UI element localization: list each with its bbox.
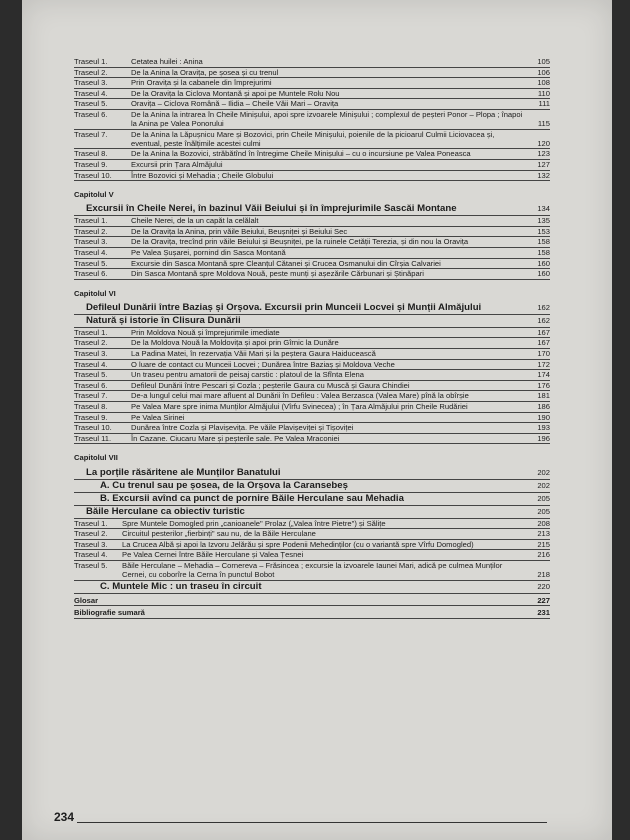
entry-rule: [74, 279, 550, 280]
route-label: Traseul 3.: [74, 539, 108, 549]
route-title: Prin Moldova Nouă și împrejurimile imediate: [131, 327, 280, 337]
route-title: Un traseu pentru amatorii de peisaj carstic : platoul de la Sfînta Elena: [131, 370, 365, 380]
route-title: De la Oravița, trecînd prin văile Beiului și Beușniței, pe la ruinele Cetății Terezia, și din nou la Oravița: [131, 237, 469, 247]
route-label: Traseul 2.: [74, 338, 108, 348]
toc-entry: [74, 110, 550, 128]
toc-entry: [74, 561, 550, 579]
toc-entry: [74, 360, 550, 369]
page-ref: 134: [537, 204, 550, 214]
route-title: De la Oravița la Anina, prin văile Beiului, Beușniței și Beiului Sec: [131, 226, 348, 236]
heading-text: Băile Herculane ca obiectiv turistic: [86, 505, 245, 517]
section-subheading: [74, 581, 550, 593]
toc-entry: [74, 216, 550, 225]
toc-entry: [74, 269, 550, 278]
page-ref: 153: [537, 226, 550, 236]
route-title: Pe Valea Mare spre inima Munților Almăjului (Vîrfu Svinecea) ; în Țara Almăjului prin Cheile Rudăriei: [131, 402, 468, 412]
page-ref: 162: [537, 302, 550, 312]
route-title: De la Anina la Oravița, pe șosea și cu trenul: [131, 67, 279, 77]
section-heading: [74, 467, 550, 479]
toc-entry: [74, 423, 550, 432]
route-title: De-a lungul celui mai mare afluent al Dunării în Defileu : Valea Berzasca (Valea Mare) pînă la obîrșie: [131, 391, 469, 401]
route-title: Cetatea huilei : Anina: [131, 57, 203, 66]
route-title: În Cazane. Ciucaru Mare și peșterile sale. Pe Valea Mraconiei: [131, 433, 340, 443]
table-of-contents: [74, 57, 550, 619]
route-title: Spre Muntele Domogled prin „canioanele" Prolaz („Valea între Pietre") și Sălițe: [122, 518, 386, 528]
section-subheading: [74, 493, 550, 505]
route-label: Traseul 10.: [74, 170, 112, 180]
backmatter-title: Glosar: [74, 595, 99, 605]
page-ref: 231: [537, 608, 550, 618]
page-ref: 190: [537, 412, 550, 422]
route-label: Traseul 3.: [74, 349, 108, 359]
heading-text: Defileul Dunării între Baziaș și Orșova. Excursii prin Munceii Locvei și Munții Almăjului: [86, 301, 482, 313]
page-ref: 127: [537, 159, 550, 169]
page-ref: 227: [537, 595, 550, 605]
page-ref: 111: [538, 99, 550, 109]
route-title: De la Anina la Bozovici, străbătînd în întregime Cheile Minișului – cu o incursiune pe Valea Poneasca: [131, 149, 471, 159]
heading-text: C. Muntele Mic : un traseu în circuit: [100, 580, 262, 592]
route-label: Traseul 9.: [74, 412, 108, 422]
route-label: Traseul 2.: [74, 67, 108, 77]
route-title: O luare de contact cu Munceii Locvei ; Dunărea între Baziaș și Moldova Veche: [131, 359, 395, 369]
page-ref: 174: [537, 370, 550, 380]
route-title: Circuitul pesterilor „fierbinți" sau nu, de la Băile Herculane: [122, 529, 316, 539]
page-ref: 172: [537, 359, 550, 369]
route-title: Între Bozovici și Mehadia ; Cheile Globului: [131, 170, 274, 180]
page-ref: 115: [537, 119, 550, 129]
page-ref: 120: [537, 138, 550, 148]
page-ref: 215: [537, 539, 550, 549]
section-heading: [74, 302, 550, 314]
route-title: De la Moldova Nouă la Moldovița și apoi prin Gîrnic la Dunăre: [131, 338, 339, 348]
page-ref: 105: [537, 57, 550, 66]
page-ref: 208: [537, 518, 550, 528]
route-label: Traseul 5.: [74, 258, 108, 268]
route-label: Traseul 9.: [74, 159, 108, 169]
section-heading: [74, 315, 550, 327]
page-ref: 186: [537, 402, 550, 412]
route-label: Traseul 6.: [74, 109, 108, 119]
route-label: Traseul 4.: [74, 88, 108, 98]
toc-entry: [74, 149, 550, 158]
toc-entry: [74, 171, 550, 180]
route-label: Traseul 5.: [74, 560, 108, 570]
route-label: Traseul 8.: [74, 149, 108, 159]
route-label: Traseul 6.: [74, 380, 108, 390]
entry-rule: [74, 180, 550, 181]
route-title: De la Oravița la Ciclova Montană și apoi pe Muntele Rolu Nou: [131, 88, 340, 98]
route-title: De la Anina la intrarea în Cheile Minișului, apoi spre izvoarele Minișului ; complexul de peșteri Ponor – Plopa ; înapoi la Anina pe Valea Ponorului: [131, 109, 523, 129]
section-heading: [74, 203, 550, 215]
page-ref: 167: [537, 338, 550, 348]
entry-rule: [74, 618, 550, 619]
page-ref: 106: [537, 67, 550, 77]
page-ref: 162: [537, 315, 550, 325]
toc-entry: [74, 89, 550, 98]
toc-entry: [74, 391, 550, 400]
toc-entry: [74, 248, 550, 257]
route-label: Traseul 5.: [74, 370, 108, 380]
route-label: Traseul 5.: [74, 99, 108, 109]
route-label: Traseul 1.: [74, 518, 108, 528]
toc-entry: [74, 68, 550, 77]
page-ref: 196: [537, 433, 550, 443]
page-ref: 167: [537, 327, 550, 337]
route-title: Cheile Nerei, de la un capăt la celălalt: [131, 216, 259, 226]
heading-text: La porțile răsăritene ale Munților Banatului: [86, 466, 281, 478]
page-ref: 181: [537, 391, 550, 401]
toc-entry: [74, 370, 550, 379]
page-ref: 158: [537, 237, 550, 247]
toc-backmatter: [74, 608, 550, 617]
chapter-title: Capitolul VI: [74, 288, 116, 298]
route-title: Din Sasca Montană spre Moldova Nouă, peste munți și așezările Cărbunari și Știnăpari: [131, 269, 424, 279]
route-title: Pe Valea Șușarei, pornind din Sasca Montană: [131, 248, 286, 257]
route-label: Traseul 4.: [74, 248, 108, 257]
toc-entry: [74, 434, 550, 443]
page-ref: 160: [537, 269, 550, 279]
toc-entry: [74, 550, 550, 559]
route-label: Traseul 10.: [74, 423, 112, 433]
route-label: Traseul 2.: [74, 226, 108, 236]
toc-entry: [74, 99, 550, 108]
backmatter-title: Bibliografie sumară: [74, 608, 145, 618]
page-ref: 132: [537, 170, 550, 180]
chapter-title: Capitolul V: [74, 190, 114, 200]
route-label: Traseul 11.: [74, 433, 112, 443]
route-label: Traseul 3.: [74, 78, 108, 88]
toc-backmatter: [74, 596, 550, 605]
entry-rule: [74, 443, 550, 444]
route-title: Prin Oravița și la cabanele din împrejurimi: [131, 78, 272, 88]
route-label: Traseul 1.: [74, 216, 108, 226]
route-label: Traseul 6.: [74, 269, 108, 279]
section-heading: [74, 506, 550, 518]
toc-entry: [74, 237, 550, 246]
heading-text: Excursii în Cheile Nerei, în bazinul Văii Beiului și în împrejurimile Sascăi Montane: [86, 203, 457, 215]
page-ref: 158: [537, 248, 550, 257]
heading-text: A. Cu trenul sau pe șosea, de la Orșova la Caransebeș: [100, 479, 348, 491]
toc-entry: [74, 402, 550, 411]
page-ref: 176: [537, 380, 550, 390]
page-ref: 213: [537, 529, 550, 539]
route-title: La Padina Matei, în rezervația Văii Mari și la peștera Gaura Haiducească: [131, 349, 376, 359]
toc-entry: [74, 338, 550, 347]
route-label: Traseul 1.: [74, 57, 108, 66]
route-title: Băile Herculane – Mehadia – Cornereva – Frăsincea ; excursie la izvoarele Iaunei Mari, adică pe culmea Munților Cernei, cu coborîre la Cerna în punctul Bobot: [122, 560, 503, 579]
route-title: Excursii prin Țara Almăjului: [131, 159, 223, 169]
chapter-title: Capitolul VII: [74, 453, 118, 463]
route-label: Traseul 7.: [74, 391, 108, 401]
section-subheading: [74, 480, 550, 492]
route-title: La Crucea Albă și apoi la Izvoru Jelărău și spre Podenii Mehedinților (cu o variantă spre Vîrfu Domogled): [122, 539, 474, 549]
route-title: Oravița – Ciclova Română – Ilidia – Cheile Văii Mari – Oravița: [131, 99, 339, 109]
toc-entry: [74, 160, 550, 169]
page-ref: 193: [537, 423, 550, 433]
route-label: Traseul 3.: [74, 237, 108, 247]
page-ref: 123: [537, 149, 550, 159]
page-ref: 216: [537, 550, 550, 560]
toc-entry: [74, 130, 550, 148]
route-label: Traseul 4.: [74, 359, 108, 369]
toc-entry: [74, 349, 550, 358]
route-label: Traseul 4.: [74, 550, 108, 560]
toc-entry: [74, 259, 550, 268]
page-number: 234: [54, 810, 75, 824]
toc-entry: [74, 227, 550, 236]
entry-rule: [74, 605, 550, 606]
route-title: Pe Valea Cernei între Băile Herculane și Valea Țesnei: [122, 550, 304, 560]
page-ref: 160: [537, 258, 550, 268]
page-ref: 135: [537, 216, 550, 226]
page-ref: 202: [537, 480, 550, 490]
toc-entry: [74, 328, 550, 337]
toc-entry: [74, 529, 550, 538]
route-label: Traseul 7.: [74, 129, 108, 139]
toc-entry: [74, 519, 550, 528]
page-ref: 220: [537, 581, 550, 591]
document-page: [22, 0, 612, 840]
toc-entry: [74, 78, 550, 87]
route-title: Pe Valea Sirinei: [131, 412, 185, 422]
route-label: Traseul 1.: [74, 327, 108, 337]
route-label: Traseul 8.: [74, 402, 108, 412]
toc-entry: [74, 413, 550, 422]
page-ref: 202: [537, 467, 550, 477]
route-title: Dunărea între Cozla și Plavișevița. Pe văile Plavișeviței și Tișoviței: [131, 423, 354, 433]
toc-entry: [74, 57, 550, 66]
footer-rule: [77, 822, 547, 823]
route-title: Defileul Dunării între Pescari și Cozla ; peșterile Gaura cu Muscă și Gaura Chindiei: [131, 380, 410, 390]
page-ref: 170: [537, 349, 550, 359]
page-ref: 218: [537, 569, 550, 579]
entry-rule: [74, 593, 550, 594]
page-ref: 205: [537, 493, 550, 503]
page-ref: 108: [537, 78, 550, 88]
route-title: Excursie din Sasca Montană spre Cleanțul Cătanei și Crucea Osmanului din Cîrșia Calvariei: [131, 258, 441, 268]
heading-text: Natură și istorie în Clisura Dunării: [86, 314, 241, 326]
toc-entry: [74, 540, 550, 549]
route-label: Traseul 2.: [74, 529, 108, 539]
route-title: De la Anina la Lăpușnicu Mare și Bozovici, prin Cheile Minișului, poienile de la picioarul Culmii Liciovacea și, eventual, peste înălțimile acestei culmi: [131, 129, 495, 148]
page-ref: 110: [537, 88, 550, 98]
page-ref: 205: [537, 506, 550, 516]
heading-text: B. Excursii avînd ca punct de pornire Băile Herculane sau Mehadia: [100, 492, 404, 504]
toc-entry: [74, 381, 550, 390]
